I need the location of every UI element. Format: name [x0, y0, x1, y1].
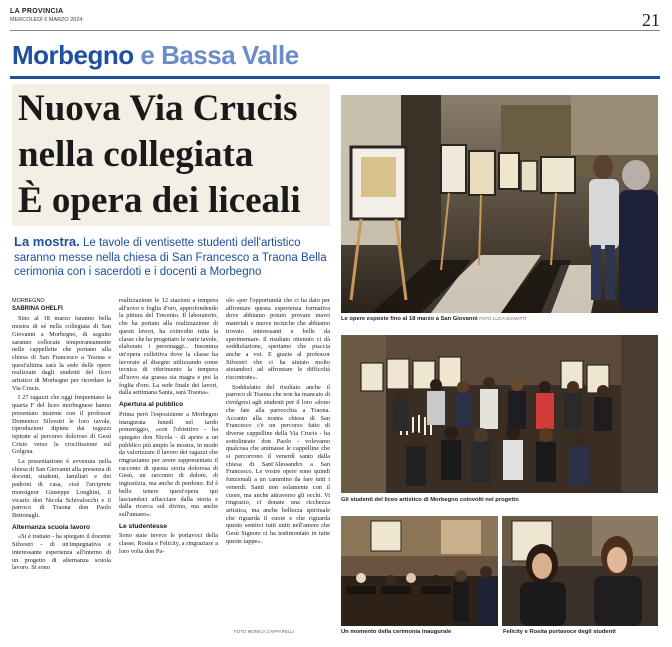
photo-students-group [341, 335, 658, 493]
photo-exhibition-image [341, 95, 658, 313]
paragraph: Soddisfatto del risultato anche il parroco di Traona che non ha mancato di rivolgersi agli studenti per il loro «dono che fate alla parrocchia a Traona. Accanto alla nostra chiesa di San Francesco c'è un percorso fatto di diverse cappelline della Via Crucis - ha sottolineato don Paolo - volevamo qualcosa che animasse le cappelline che si percorrono il venerdì santo dalla chiesa di Sant'Alessandro a San Francesco. Le vostre opere sono quindi funzionali a un cammino da fare tutti i venerdì. Santi non solamente con il cuore, ma anche attraverso gli occhi. Vi ringrazio, ci donate una ricchezza artistica, ma anche bellezza spirituale che riguarda il cuore e che riguarda questo sentirci tutti uniti nell'amore che Gesù Signore ci ha testimoniato in tutte queste tappe». [226, 383, 330, 545]
subheading: Le studentesse [119, 522, 168, 530]
byline-author: SABRINA GHELFI [12, 305, 63, 312]
subheading: Alternanza scuola lavoro [12, 523, 91, 531]
byline-place: MORBEGNO [12, 298, 45, 304]
header-rule [10, 30, 660, 31]
photo-ceremony-caption: Un momento della cerimonia inaugurale [341, 629, 452, 635]
section-title [12, 40, 299, 71]
photo-credit: FOTO LUCA GIANATTI [479, 316, 527, 321]
article-column-1 [12, 298, 111, 574]
paragraph: Prima però l'esposizione a Morbegno inaugurata lunedì nel tardo pomeriggio, «con l'obiettivo - ha spiegato don Nicola - di aprire a un pubblico più ampio la mostra, in modo da valorizzare il lavoro dei ragazzi che ringraziamo per avere rappresentato il racconto di questa storia dolorosa di Gesù, un racconto di dolore, di ingiustizia, ma anche di perdono. Ed è bello tenere quest'opera qui lasciandoci affacciare dalla storia e dalla ricerca sul divino, ma anche sull'umano». [119, 410, 218, 518]
section-rule [10, 76, 660, 79]
photo-exhibition [341, 95, 658, 313]
kicker-label: La mostra. [14, 234, 80, 249]
section-title-main: Morbegno [12, 40, 134, 70]
photo-students-caption: Gli studenti del liceo artistico di Morbegno coinvolti nel progetto [341, 497, 519, 503]
article-column-3 [226, 297, 330, 548]
paragraph: Sono state invece le portavoci della classe, Rosita e Felicity, a ringraziare a loro volta don Pa- [119, 532, 218, 555]
photo-spokeswomen [502, 516, 658, 626]
headline-line-3: È opera dei liceali [18, 180, 301, 221]
paragraph: La presentazione è avvenuta nella chiesa di San Giovanni alla presenza di docenti, studenti, familiari e dei padroni di casa, cioè l'arciprete monsignor Giuseppe Longhini, il vicario don Nicola Schivalocchi e il parroco di Traona don Paolo Bettonagli. [12, 458, 111, 519]
paragraph: realizzazione le 12 stazioni a tempera all'uovo e foglia d'oro, approfondendo la pittura del Trecento. Il laboratorio, che ha portato alla realizzazione di questi lavori, ha coinvolto tutta la classe che ha progettato le varie tavole, elaborato i personaggi... Insomma un'opera collettiva dove la classe ha lavorato al disegno utilizzando come tecnica di riferimento la tempera all'uovo sia grassa sia magra e poi la foglia d'oro. La sede finale dei lavori, dalla settimana Santa, sarà Traona». [119, 297, 218, 397]
page-number: 21 [642, 10, 660, 30]
paragraph: I 27 ragazzi che oggi frequentano la quarta F del liceo morbegnese hanno presentato insieme con il professor Domenico Silvestri le loro tavole, riproduzioni dipinte dai ragazzi ispirate al percorso doloroso di Gesù Cristo verso la crocifissione sul Golgota. [12, 394, 111, 456]
paragraph: «Si è trattato - ha spiegato il docente Silvestri - di un'impegnativa e interessante esperienza all'interno di un progetto di alternanza scuola lavoro. Si sono [12, 533, 111, 572]
headline-line-1: Nuova Via Crucis [18, 88, 298, 129]
photo-exhibition-caption [341, 316, 526, 322]
headline-line-2: nella collegiata [18, 134, 254, 175]
section-title-rest: e Bassa Valle [140, 40, 299, 70]
kicker [14, 235, 334, 280]
paragraph: olo «per l'opportunità che ci ha dato per affrontare questa esperienza formativa dove abbiamo potuto provare nuovi materiali e nuove tecniche che abbiamo trovato interessanti e belle da sperimentare. Il risultato ottenuto ci dà soddisfazione, speriamo che piaccia anche a voi. E grazie al professor Silvestri che ci ha aiutato molto aiutandoci ad affrontare le difficoltà riscontrate». [226, 297, 330, 382]
photo-ceremony-credit: FOTO MONICA CAPPARELLI [234, 629, 295, 634]
photo-ceremony [341, 516, 498, 626]
issue-date: MERCOLEDÌ 6 MARZO 2024 [10, 17, 83, 23]
photo-ceremony-image [341, 516, 498, 626]
photo-spokeswomen-image [502, 516, 658, 626]
subheading: Apertura al pubblico [119, 401, 184, 409]
caption-text: Le opere esposte fino al 18 marzo a San Giovanni [341, 316, 478, 322]
photo-students-group-image [341, 335, 658, 493]
article-column-2 [119, 297, 218, 558]
photo-spokeswomen-caption: Felicity e Rosita portavoce degli studenti [503, 629, 616, 635]
kicker-deck: Le tavole di ventisette studenti dell'artistico saranno messe nella chiesa di San Francesco a Traona Bella cerimonia con i sacerdoti e i docenti a Morbegno [14, 237, 327, 278]
masthead: LA PROVINCIA [10, 8, 64, 15]
paragraph: Sino al 18 marzo faranno bella mostra di sé nella collegiata di San Giovanni a Morbegno, di seguito saranno collocate temporaneamente nelle cappellette che portano alla chiesa di San Francesco a Traona e quest'ultima sarà la sede delle opere realizzate dagli studenti del liceo artistico di Morbegno per ricordare la Via Crucis. [12, 315, 111, 392]
